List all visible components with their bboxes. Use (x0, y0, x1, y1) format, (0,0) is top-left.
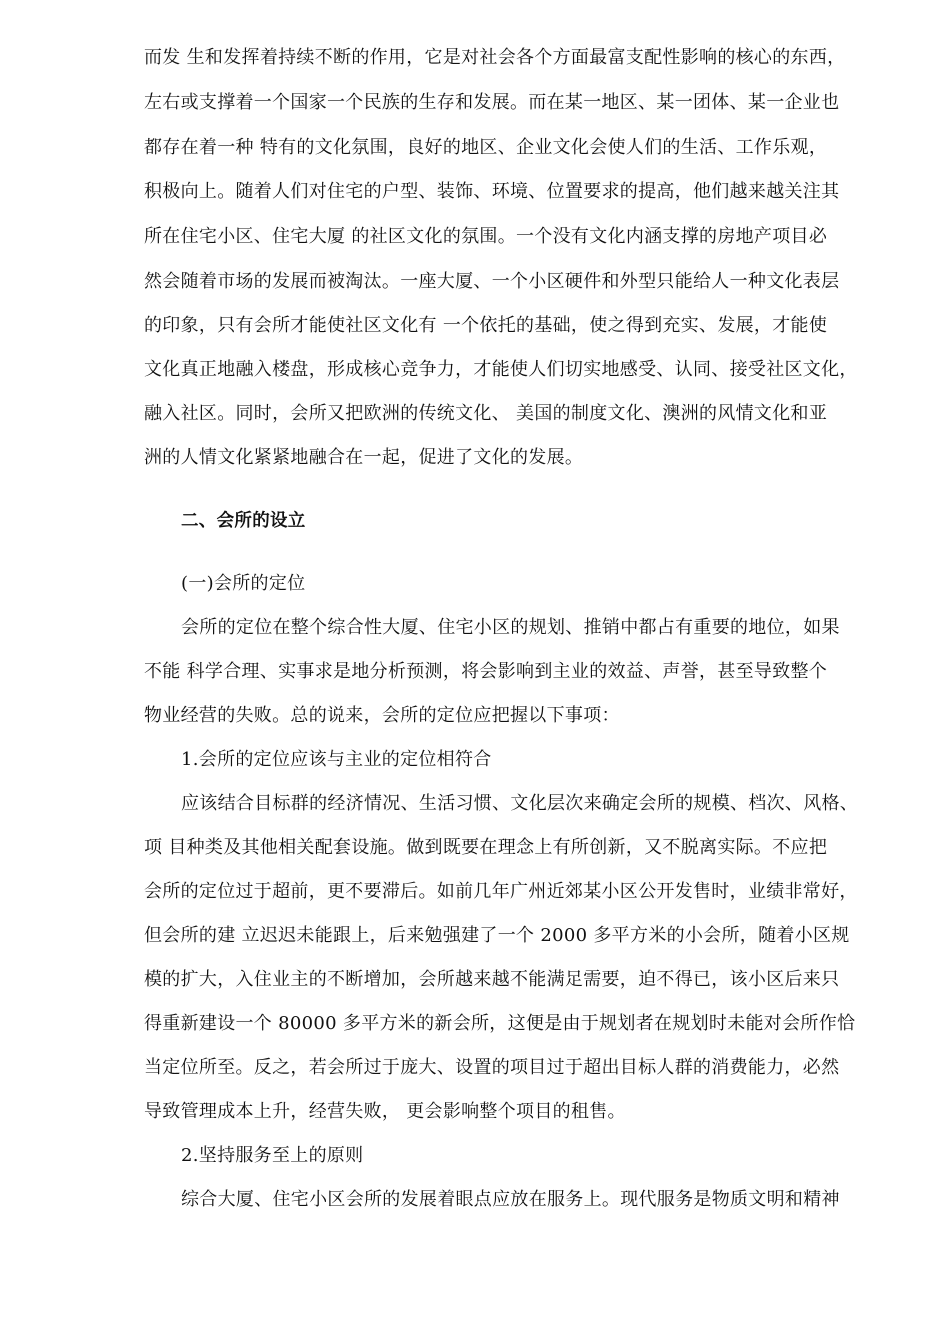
paragraph-3-line-7: 当定位所至。反之，若会所过于庞大、设置的项目过于超出目标人群的消费能力，必然 (144, 1057, 840, 1078)
subsection-heading: (一)会所的定位 (181, 573, 306, 594)
paragraph-4-line-1: 综合大厦、住宅小区会所的发展着眼点应放在服务上。现代服务是物质文明和精神 (181, 1189, 840, 1210)
paragraph-1-line-7: 的印象，只有会所才能使社区文化有 一个依托的基础，使之得到充实、发展，才能使 (144, 315, 828, 336)
paragraph-1-line-9: 融入社区。同时，会所又把欧洲的传统文化、 美国的制度文化、澳洲的风情文化和亚 (144, 403, 828, 424)
paragraph-1-line-8: 文化真正地融入楼盘，形成核心竞争力，才能使人们切实地感受、认同、接受社区文化， (144, 359, 858, 380)
paragraph-1-line-5: 所在住宅小区、住宅大厦 的社区文化的氛围。一个没有文化内涵支撑的房地产项目必 (144, 226, 828, 247)
paragraph-3-line-8: 导致管理成本上升，经营失败， 更会影响整个项目的租售。 (144, 1101, 626, 1122)
paragraph-2-line-3: 物业经营的失败。总的说来，会所的定位应把握以下事项： (144, 705, 620, 726)
paragraph-1-line-1: 而发 生和发挥着持续不断的作用，它是对社会各个方面最富支配性影响的核心的东西， (144, 47, 846, 68)
paragraph-2-line-2: 不能 科学合理、实事求是地分析预测，将会影响到主业的效益、声誉，甚至导致整个 (144, 661, 828, 682)
paragraph-1-line-10: 洲的人情文化紧紧地融合在一起，促进了文化的发展。 (144, 447, 584, 468)
paragraph-2-line-1: 会所的定位在整个综合性大厦、住宅小区的规划、推销中都占有重要的地位，如果 (181, 617, 840, 638)
paragraph-1-line-3: 都存在着一种 特有的文化氛围，良好的地区、企业文化会使人们的生活、工作乐观， (144, 137, 828, 158)
item-2-heading: 2.坚持服务至上的原则 (181, 1145, 364, 1166)
paragraph-3-line-4: 但会所的建 立迟迟未能跟上，后来勉强建了一个 2000 多平方米的小会所，随着小区规 (144, 925, 850, 946)
item-1-heading: 1.会所的定位应该与主业的定位相符合 (181, 749, 492, 770)
paragraph-3-line-2: 项 目种类及其他相关配套设施。做到既要在理念上有所创新，又不脱离实际。不应把 (144, 837, 828, 858)
paragraph-3-line-3: 会所的定位过于超前，更不要滞后。如前几年广州近郊某小区公开发售时，业绩非常好， (144, 881, 858, 902)
paragraph-1-line-6: 然会随着市场的发展而被淘汰。一座大厦、一个小区硬件和外型只能给人一种文化表层 (144, 271, 840, 292)
paragraph-3-line-5: 模的扩大，入住业主的不断增加，会所越来越不能满足需要，迫不得已，该小区后来只 (144, 969, 840, 990)
paragraph-3-line-1: 应该结合目标群的经济情况、生活习惯、文化层次来确定会所的规模、档次、风格、 (181, 793, 859, 814)
paragraph-1-line-4: 积极向上。随着人们对住宅的户型、装饰、环境、位置要求的提高，他们越来越关注其 (144, 181, 840, 202)
section-heading: 二、会所的设立 (181, 511, 306, 531)
paragraph-1-line-2: 左右或支撑着一个国家一个民族的生存和发展。而在某一地区、某一团体、某一企业也 (144, 92, 840, 113)
paragraph-3-line-6: 得重新建设一个 80000 多平方米的新会所，这便是由于规划者在规划时未能对会所作恰 (144, 1013, 856, 1034)
